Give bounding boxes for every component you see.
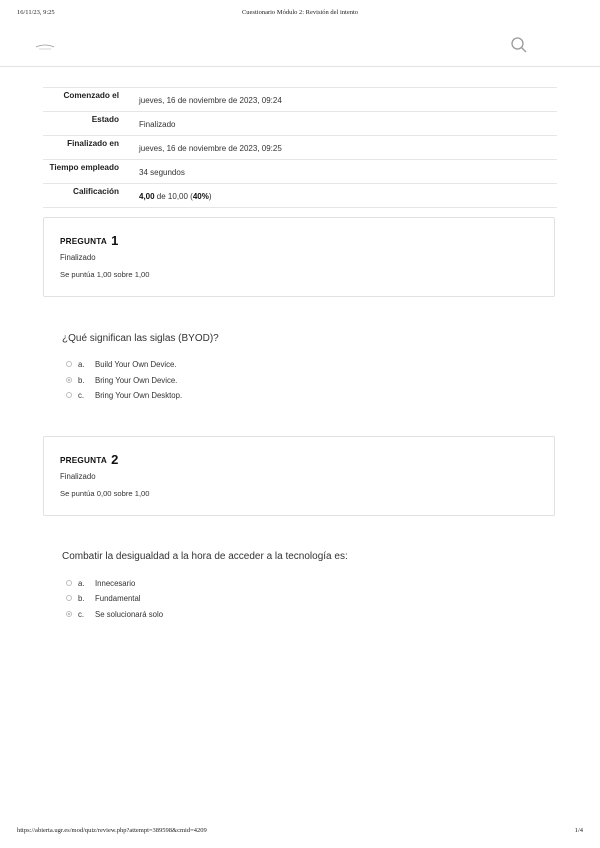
print-datetime: 16/11/23, 9:25 [17, 9, 55, 16]
option-text: Build Your Own Device. [95, 360, 177, 369]
question-mark: Se puntúa 0,00 sobre 1,00 [60, 489, 150, 498]
answer-option[interactable] [66, 375, 177, 387]
question-info-card [43, 217, 555, 297]
question-mark: Se puntúa 1,00 sobre 1,00 [60, 270, 150, 279]
option-letter: a. [78, 579, 85, 588]
summary-label: Comenzado el [43, 88, 119, 112]
radio-button-selected[interactable] [66, 377, 72, 383]
grade-percent: 40% [192, 192, 209, 201]
question-heading [60, 451, 119, 466]
grade-score: 4,00 [139, 192, 155, 201]
answer-option[interactable] [66, 390, 182, 402]
question-info-card [43, 436, 555, 516]
option-text: Fundamental [95, 594, 141, 603]
question-heading [60, 232, 119, 247]
question-label: PREGUNTA [60, 237, 107, 246]
summary-row [43, 88, 557, 112]
summary-value: Finalizado [119, 112, 557, 136]
radio-button-selected[interactable] [66, 611, 72, 617]
question-state: Finalizado [60, 253, 96, 262]
option-letter: b. [78, 376, 85, 385]
option-letter: b. [78, 594, 85, 603]
answer-option[interactable] [66, 609, 163, 621]
grade-close: ) [208, 192, 212, 201]
top-navbar [0, 30, 600, 67]
print-footer [17, 827, 583, 839]
option-letter: c. [78, 610, 85, 619]
summary-value: jueves, 16 de noviembre de 2023, 09:25 [119, 136, 557, 160]
radio-button[interactable] [66, 595, 72, 601]
summary-value: 34 segundos [119, 160, 557, 184]
radio-button[interactable] [66, 580, 72, 586]
summary-row [43, 184, 557, 208]
question-number: 2 [111, 452, 119, 467]
question-state: Finalizado [60, 472, 96, 481]
answer-option[interactable] [66, 578, 135, 590]
summary-label: Estado [43, 112, 119, 136]
option-letter: c. [78, 391, 85, 400]
print-title: Cuestionario Módulo 2: Revisión del intento [241, 9, 359, 16]
summary-value: jueves, 16 de noviembre de 2023, 09:24 [119, 88, 557, 112]
summary-row [43, 112, 557, 136]
answer-option[interactable] [66, 359, 176, 371]
option-text: Se solucionará solo [95, 610, 164, 619]
option-text: Innecesario [95, 579, 136, 588]
answer-option[interactable] [66, 593, 141, 605]
summary-label: Finalizado en [43, 136, 119, 160]
option-text: Bring Your Own Desktop. [95, 391, 183, 400]
radio-button[interactable] [66, 361, 72, 367]
option-text: Bring Your Own Device. [95, 376, 178, 385]
site-logo[interactable] [34, 42, 56, 52]
summary-label: Tiempo empleado [43, 160, 119, 184]
summary-row [43, 136, 557, 160]
print-page-number: 1/4 [574, 827, 583, 834]
attempt-summary-table [43, 87, 557, 208]
grade-max: de 10,00 ( [154, 192, 193, 201]
summary-label: Calificación [43, 184, 119, 208]
summary-row [43, 160, 557, 184]
question-number: 1 [111, 233, 119, 248]
radio-button[interactable] [66, 392, 72, 398]
option-letter: a. [78, 360, 85, 369]
question-text: ¿Qué significan las siglas (BYOD)? [62, 333, 219, 344]
print-url: https://abierta.ugr.es/mod/quiz/review.php?attempt=389598&cmid=4209 [17, 827, 207, 834]
search-icon[interactable] [510, 36, 528, 54]
grade-value [119, 184, 557, 208]
question-label: PREGUNTA [60, 456, 107, 465]
question-text: Combatir la desigualdad a la hora de acceder a la tecnología es: [62, 551, 348, 562]
print-header [17, 9, 583, 21]
